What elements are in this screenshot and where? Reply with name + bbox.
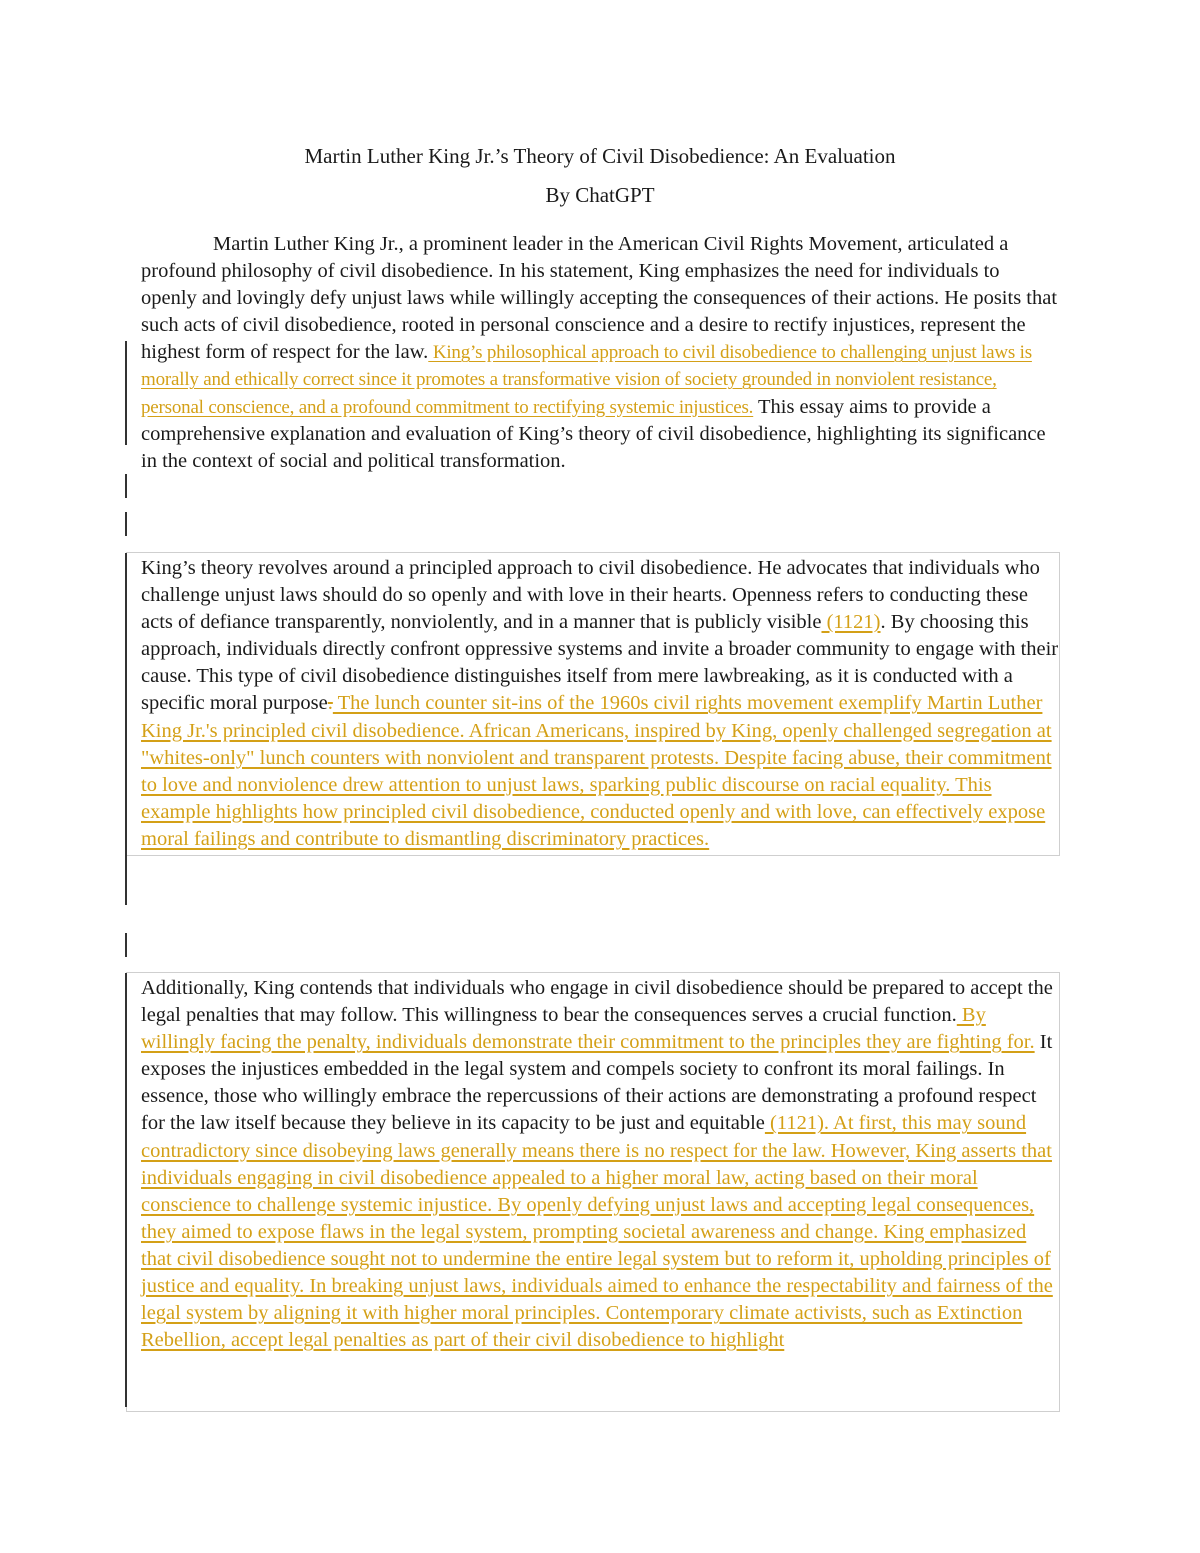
intro-text-b: This essay aims to provide a comprehensive explanation and evaluation of King’s theory of civil disobedience, highlighting its significance in the context of social and political transformation. <box>141 395 1046 472</box>
penalties-text-b: It exposes the injustices embedded in the legal system and compels society to confront its moral failings. In essence, those who willingly embrace the repercussions of their actions are demonstrating a profound respect for the law itself because they believe in its capacity to be just and equitable <box>141 1031 1053 1135</box>
change-bar <box>125 973 127 1407</box>
tracked-deletion-period: . <box>327 692 333 715</box>
paragraph-principled-text <box>141 555 1059 853</box>
principled-text-b: . By choosing this approach, individuals directly confront oppressive systems and invite a broader community to engage with their cause. This type of civil disobedience distinguishes itself from mere lawbreaking, as it is conducted with a specific moral purpose <box>141 611 1059 715</box>
document-byline: By ChatGPT <box>545 183 655 207</box>
paragraph-legal-penalties <box>126 972 1060 1412</box>
paragraph-principled-approach <box>126 552 1060 856</box>
penalties-text-a: Additionally, King contends that individuals who engage in civil disobedience should be prepared to accept the legal penalties that may follow. This willingness to bear the consequences serves a crucial function. <box>141 977 1053 1027</box>
tracked-insertion-commitment: By willingly facing the penalty, individuals demonstrate their commitment to the principles they are fighting for. <box>141 1004 1035 1054</box>
tracked-insertion-sit-ins: The lunch counter sit-ins of the 1960s civil rights movement exemplify Martin Luther King Jr.'s principled civil disobedience. African Americans, inspired by King, openly challenged segregation at "whites-only" lunch counters with nonviolent and transparent protests. Despite facing abuse, their commitment to love and nonviolence drew attention to unjust laws, sparking public discourse on racial equality. This example highlights how principled civil disobedience, conducted openly and with love, can effectively expose moral failings and contribute to dismantling discriminatory practices. <box>141 692 1052 850</box>
paragraph-penalties-text <box>141 975 1059 1354</box>
change-bar <box>125 512 127 536</box>
intro-text-a: Martin Luther King Jr., a prominent leader in the American Civil Rights Movement, articulated a profound philosophy of civil disobedience. In his statement, King emphasizes the need for individuals to openly and lovingly defy unjust laws while willingly accepting the consequences of their actions. He posits that such acts of civil disobedience, rooted in personal conscience and a desire to rectify injustices, represent the highest form of respect for the law. <box>141 233 1058 364</box>
change-bar <box>125 474 127 498</box>
paragraph-intro <box>141 231 1059 475</box>
tracked-insertion-thesis: King’s philosophical approach to civil disobedience to challenging unjust laws is morally and ethically correct since it promotes a transformative vision of society grounded in nonviolent resistance, personal conscience, and a profound commitment to rectifying systemic injustices. <box>141 342 1032 418</box>
principled-text-a: King’s theory revolves around a principled approach to civil disobedience. He advocates that individuals who challenge unjust laws should do so openly and with love in their hearts. Openness refers to conducting these acts of defiance transparently, nonviolently, and in a manner that is publicly visible <box>141 557 1040 634</box>
paragraph-intro-text <box>141 231 1059 475</box>
change-bar <box>125 553 127 905</box>
change-bar <box>125 933 127 957</box>
document-title: Martin Luther King Jr.’s Theory of Civil Disobedience: An Evaluation <box>304 144 896 168</box>
citation-1121: (1121) <box>821 611 881 634</box>
tracked-insertion-higher-law: (1121). At first, this may sound contradictory since disobeying laws generally means there is no respect for the law. However, King asserts that individuals engaging in civil disobedience appealed to a higher moral law, acting based on their moral conscience to challenge systemic injustice. By openly defying unjust laws and accepting legal consequences, they aimed to expose flaws in the legal system, prompting societal awareness and change. King emphasized that civil disobedience sought not to undermine the entire legal system but to reform it, upholding principles of justice and equality. In breaking unjust laws, individuals aimed to enhance the respectability and fairness of the legal system by aligning it with higher moral principles. Contemporary climate activists, such as Extinction Rebellion, accept legal penalties as part of their civil disobedience to highlight <box>141 1112 1053 1352</box>
change-bar <box>125 341 127 445</box>
